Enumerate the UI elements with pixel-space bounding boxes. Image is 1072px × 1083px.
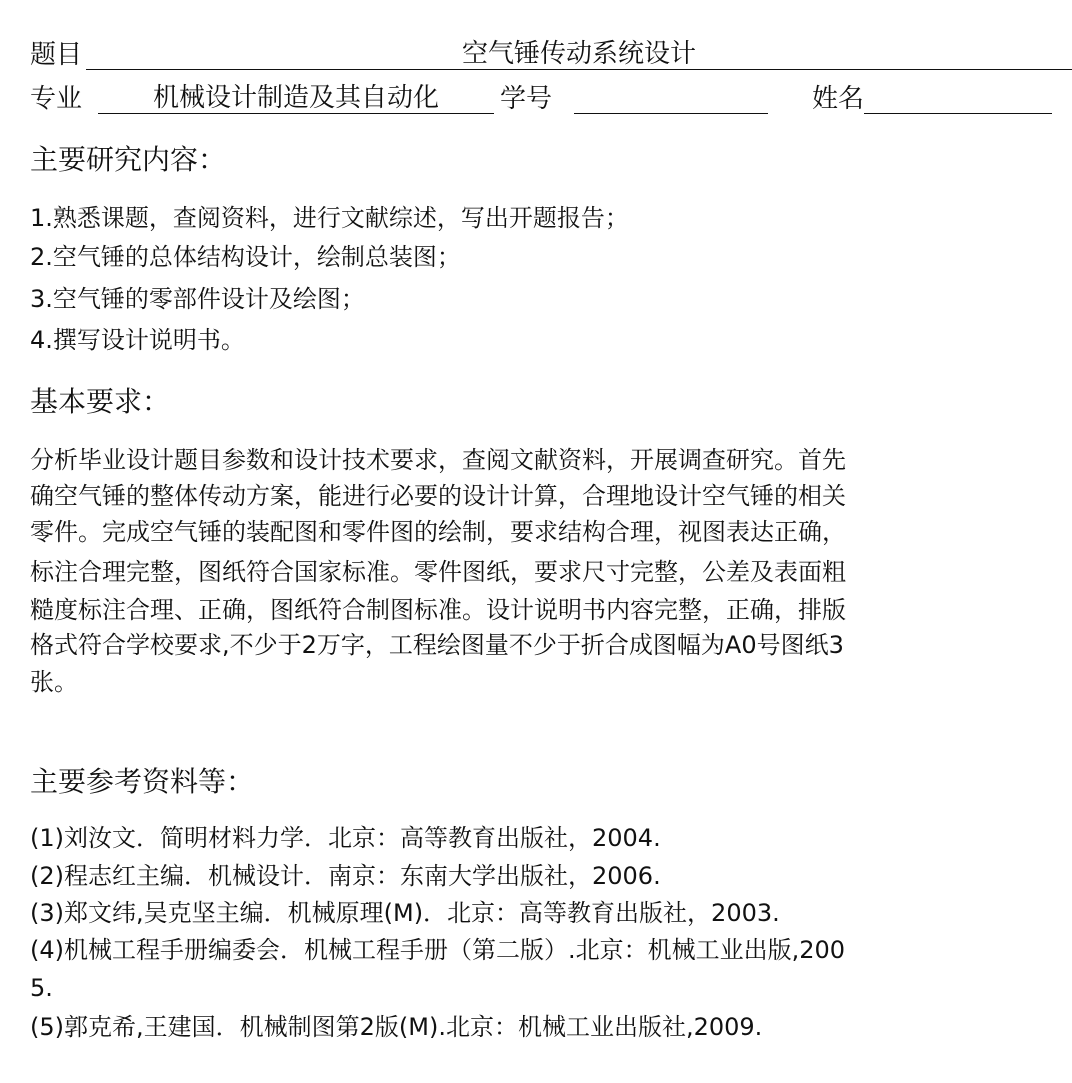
topic-label: 题目 bbox=[30, 40, 83, 70]
requirements-line: 糙度标注合理、正确，图纸符合制图标准。设计说明书内容完整，正确，排版 bbox=[30, 596, 846, 624]
reference-item: (1)刘汝文．简明材料力学．北京：高等教育出版社，2004. bbox=[30, 824, 661, 852]
major-value: 机械设计制造及其自动化 bbox=[98, 84, 494, 114]
topic-value: 空气锤传动系统设计 bbox=[86, 40, 1072, 70]
name-label: 姓名 bbox=[812, 84, 865, 114]
reference-item: (4)机械工程手册编委会．机械工程手册（第二版）.北京：机械工业出版,200 bbox=[30, 936, 846, 964]
requirements-line: 分析毕业设计题目参数和设计技术要求，查阅文献资料，开展调查研究。首先 bbox=[30, 446, 846, 474]
requirements-line: 标注合理完整，图纸符合国家标准。零件图纸，要求尺寸完整，公差及表面粗 bbox=[30, 558, 846, 586]
student-id-value bbox=[574, 84, 768, 114]
reference-item: (2)程志红主编．机械设计．南京：东南大学出版社，2006. bbox=[30, 862, 661, 890]
major-label: 专业 bbox=[30, 84, 83, 114]
student-id-label: 学号 bbox=[500, 84, 553, 114]
research-item: 2.空气锤的总体结构设计，绘制总装图； bbox=[30, 243, 461, 271]
reference-item: (5)郭克希,王建国．机械制图第2版(M).北京：机械工业出版社,2009. bbox=[30, 1013, 763, 1041]
research-heading: 主要研究内容： bbox=[30, 143, 227, 176]
reference-item: 5. bbox=[30, 974, 53, 1002]
requirements-line: 确空气锤的整体传动方案，能进行必要的设计计算，合理地设计空气锤的相关 bbox=[30, 482, 846, 510]
requirements-line: 零件。完成空气锤的装配图和零件图的绘制，要求结构合理，视图表达正确， bbox=[30, 518, 846, 546]
research-item: 1.熟悉课题，查阅资料，进行文献综述，写出开题报告； bbox=[30, 204, 629, 232]
name-value bbox=[864, 84, 1052, 114]
research-item: 3.空气锤的零部件设计及绘图； bbox=[30, 285, 365, 313]
requirements-line: 张。 bbox=[30, 668, 78, 696]
requirements-line: 格式符合学校要求,不少于2万字，工程绘图量不少于折合成图幅为A0号图纸3 bbox=[30, 631, 844, 659]
research-item: 4.撰写设计说明书。 bbox=[30, 326, 245, 354]
info-row bbox=[30, 84, 1052, 114]
requirements-heading: 基本要求： bbox=[30, 385, 171, 418]
reference-item: (3)郑文纬,吴克坚主编．机械原理(M)．北京：高等教育出版社，2003. bbox=[30, 899, 780, 927]
topic-row bbox=[30, 40, 1072, 70]
references-heading: 主要参考资料等： bbox=[30, 765, 255, 798]
